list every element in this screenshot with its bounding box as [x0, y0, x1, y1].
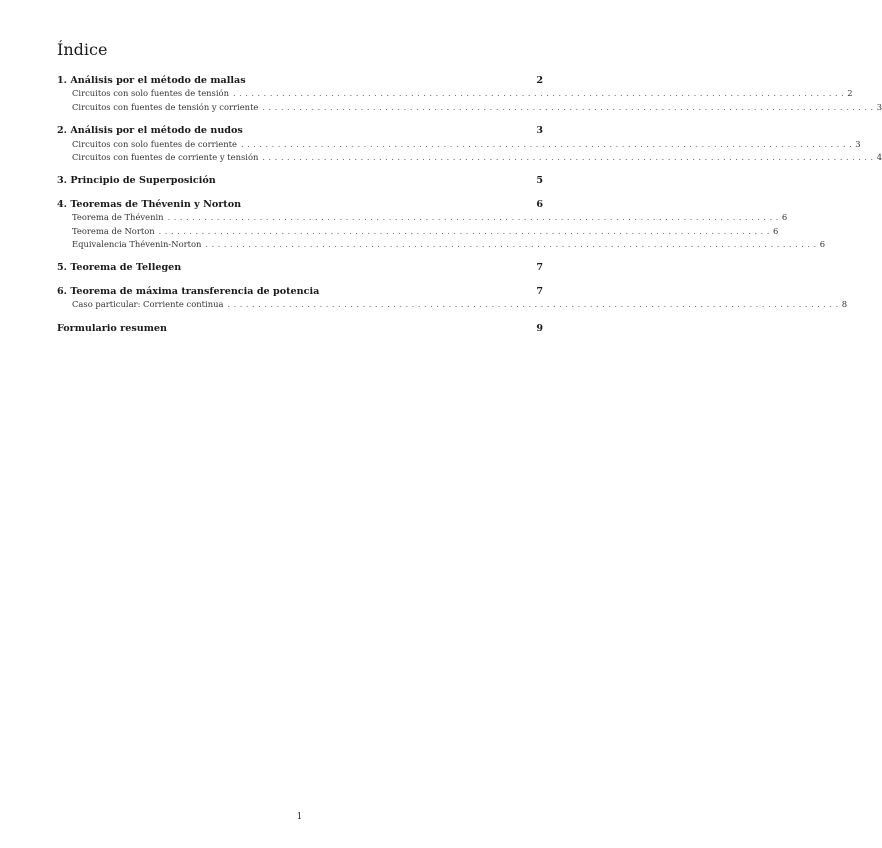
toc-section-entry[interactable] — [57, 198, 543, 211]
section-page: 2 — [536, 75, 543, 86]
subsection-title: Equivalencia Thévenin-Norton — [72, 239, 202, 250]
section-number: 5. — [57, 262, 68, 274]
section-title: Teoremas de Thévenin y Norton — [70, 198, 242, 210]
dot-leader: .................................................................................................... — [232, 89, 848, 99]
toc-subsection-entry[interactable] — [57, 87, 853, 100]
subsection-title: Teorema de Thévenin — [72, 212, 164, 223]
toc-subsection-entry[interactable] — [57, 225, 779, 238]
section-title: Principio de Superposición — [70, 175, 216, 187]
section-title: Formulario resumen — [57, 322, 167, 334]
toc-section — [57, 124, 882, 164]
toc-subsection-entry[interactable] — [57, 298, 848, 311]
section-title: Análisis por el método de nudos — [70, 125, 243, 137]
dot-leader: .................................................................................................... — [227, 300, 842, 310]
section-number: 3. — [57, 175, 68, 187]
toc-section-entry[interactable] — [57, 322, 543, 335]
section-page: 5 — [536, 175, 543, 187]
subsection-page: 2 — [847, 88, 853, 99]
subsection-page: 3 — [855, 138, 861, 149]
table-of-contents — [57, 40, 882, 345]
toc-section — [57, 174, 543, 187]
toc-section — [57, 74, 882, 114]
toc-subsection-entry[interactable] — [57, 138, 861, 151]
dot-leader: .................................................................................................... — [158, 226, 773, 236]
subsection-page: 6 — [781, 212, 788, 223]
subsection-page: 4 — [876, 152, 882, 163]
section-number: 6. — [57, 285, 68, 297]
section-number: 4. — [57, 198, 68, 210]
subsection-title: Circuitos con solo fuentes de tensión — [72, 88, 229, 99]
section-page: 9 — [536, 322, 543, 334]
toc-section-entry[interactable] — [57, 174, 543, 187]
toc-section — [57, 285, 848, 312]
toc-subsection-entry[interactable] — [57, 238, 826, 251]
section-page: 3 — [536, 125, 543, 137]
toc-section — [57, 322, 543, 335]
section-page: 7 — [536, 285, 543, 297]
dot-leader: .................................................................................................... — [167, 213, 782, 223]
section-title: Análisis por el método de mallas — [70, 75, 246, 86]
section-page: 6 — [536, 198, 543, 210]
subsection-page: 6 — [772, 225, 779, 236]
subsection-title: Circuitos con solo fuentes de corriente — [72, 138, 237, 149]
subsection-page: 3 — [876, 101, 882, 112]
section-number: 2. — [57, 125, 68, 137]
section-title: Teorema de Tellegen — [70, 262, 182, 274]
section-page: 7 — [536, 262, 543, 274]
page-footer-number: 1 — [296, 812, 303, 822]
subsection-title: Teorema de Norton — [72, 225, 155, 236]
toc-subsection-entry[interactable] — [57, 151, 882, 164]
subsection-page: 8 — [841, 299, 848, 310]
toc-section-entry[interactable] — [57, 285, 543, 298]
dot-leader: .................................................................................................... — [205, 240, 820, 250]
toc-section-entry[interactable] — [57, 124, 543, 137]
toc-section-entry[interactable] — [57, 261, 543, 274]
dot-leader: .................................................................................................... — [262, 153, 877, 163]
dot-leader: .................................................................................................... — [262, 102, 877, 112]
section-title: Teorema de máxima transferencia de potencia — [70, 285, 320, 297]
section-number: 1. — [57, 75, 68, 86]
subsection-page: 6 — [819, 239, 826, 250]
toc-section — [57, 198, 826, 252]
subsection-title: Caso particular: Corriente continua — [72, 299, 224, 310]
toc-section — [57, 261, 543, 274]
subsection-title: Circuitos con fuentes de tensión y corriente — [72, 101, 259, 112]
toc-subsection-entry[interactable] — [57, 211, 788, 224]
subsection-title: Circuitos con fuentes de corriente y tensión — [72, 152, 259, 163]
toc-title: Índice — [57, 40, 108, 59]
toc-subsection-entry[interactable] — [57, 101, 882, 114]
toc-section-entry[interactable] — [57, 74, 543, 87]
dot-leader: .................................................................................................... — [240, 139, 856, 149]
